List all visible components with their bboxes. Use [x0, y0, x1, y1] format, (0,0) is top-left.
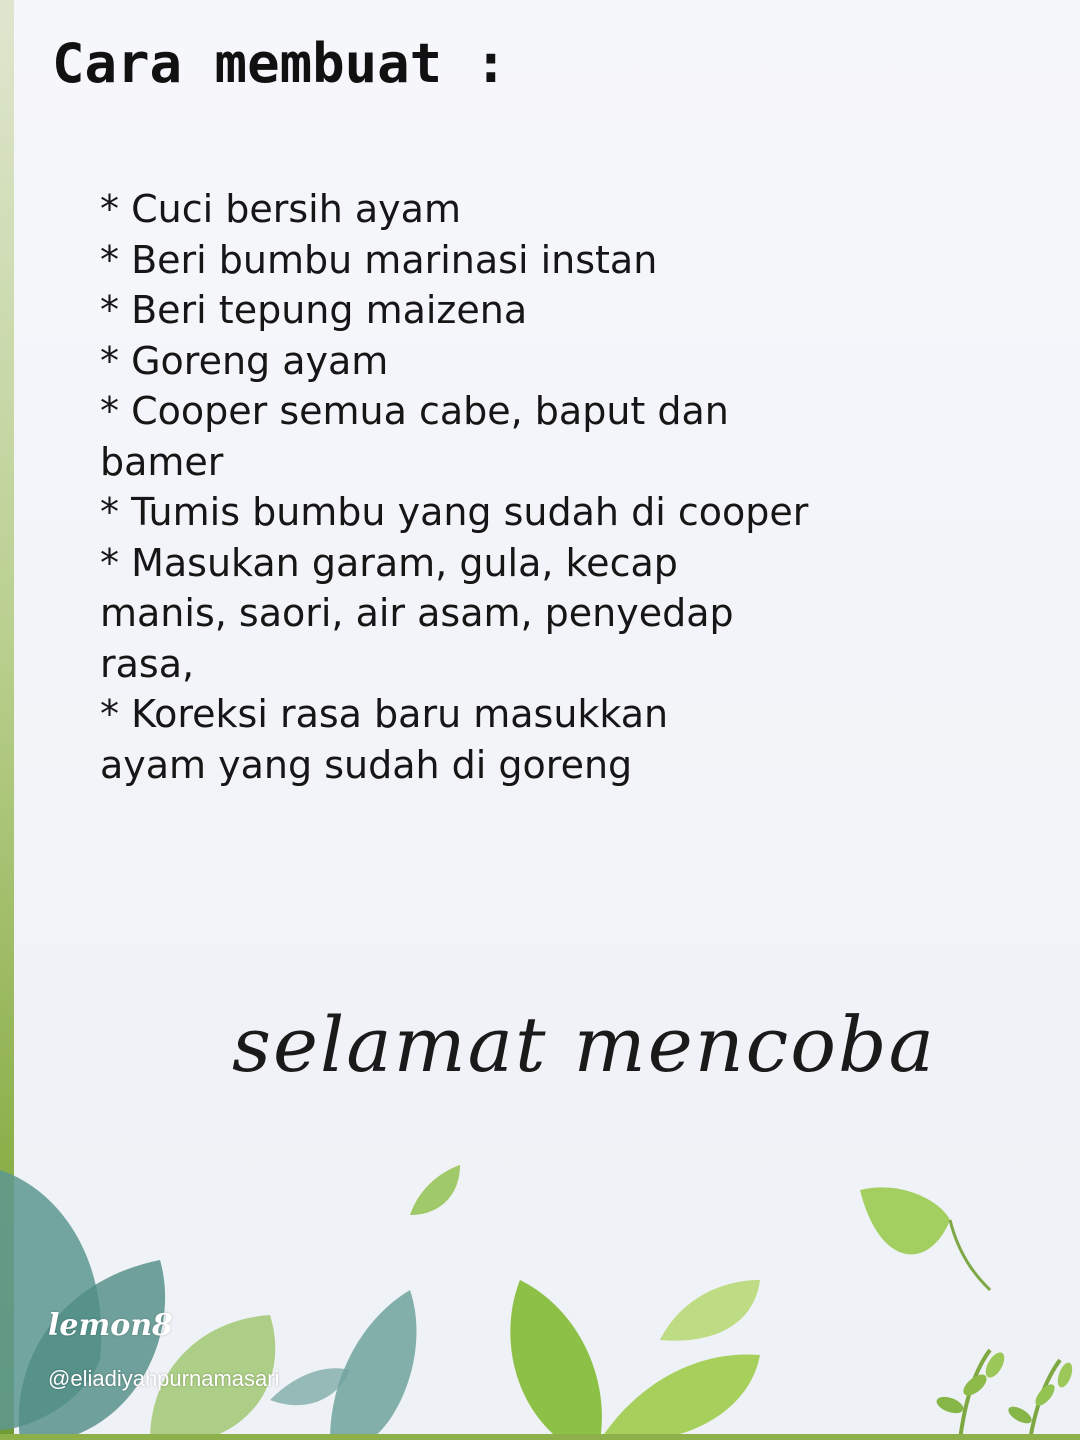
list-item: * Cooper semua cabe, baput dan bamer: [100, 386, 760, 487]
green-leaf-icon: [410, 1165, 460, 1215]
list-item: * Beri tepung maizena: [100, 285, 920, 336]
small-leaf-icon: [934, 1394, 965, 1417]
teal-leaf-icon: [330, 1290, 416, 1440]
sprig-icon: [960, 1350, 990, 1440]
lemon8-logo: lemon8: [48, 1308, 173, 1343]
steps-list: [100, 184, 920, 790]
green-leaf-icon: [860, 1187, 950, 1254]
list-item: * Tumis bumbu yang sudah di cooper: [100, 487, 920, 538]
page-title: Cara membuat :: [52, 32, 508, 95]
list-item: * Koreksi rasa baru masukkan ayam yang sudah di goreng: [100, 689, 740, 790]
list-item: * Goreng ayam: [100, 336, 920, 387]
green-leaf-icon: [950, 1220, 990, 1290]
list-item: * Cuci bersih ayam: [100, 184, 920, 235]
list-item: * Masukan garam, gula, kecap manis, saori, air asam, penyedap rasa,: [100, 538, 770, 690]
green-leaf-icon: [660, 1280, 760, 1341]
list-item: * Beri bumbu marinasi instan: [100, 235, 920, 286]
closing-message: selamat mencoba: [232, 1000, 936, 1089]
green-leaf-icon: [600, 1354, 760, 1440]
leaf-decoration: [0, 1130, 1080, 1440]
small-leaf-icon: [1006, 1403, 1035, 1426]
author-handle: @eliadiyahpurnamasari: [48, 1366, 280, 1391]
green-leaf-icon: [510, 1280, 602, 1440]
